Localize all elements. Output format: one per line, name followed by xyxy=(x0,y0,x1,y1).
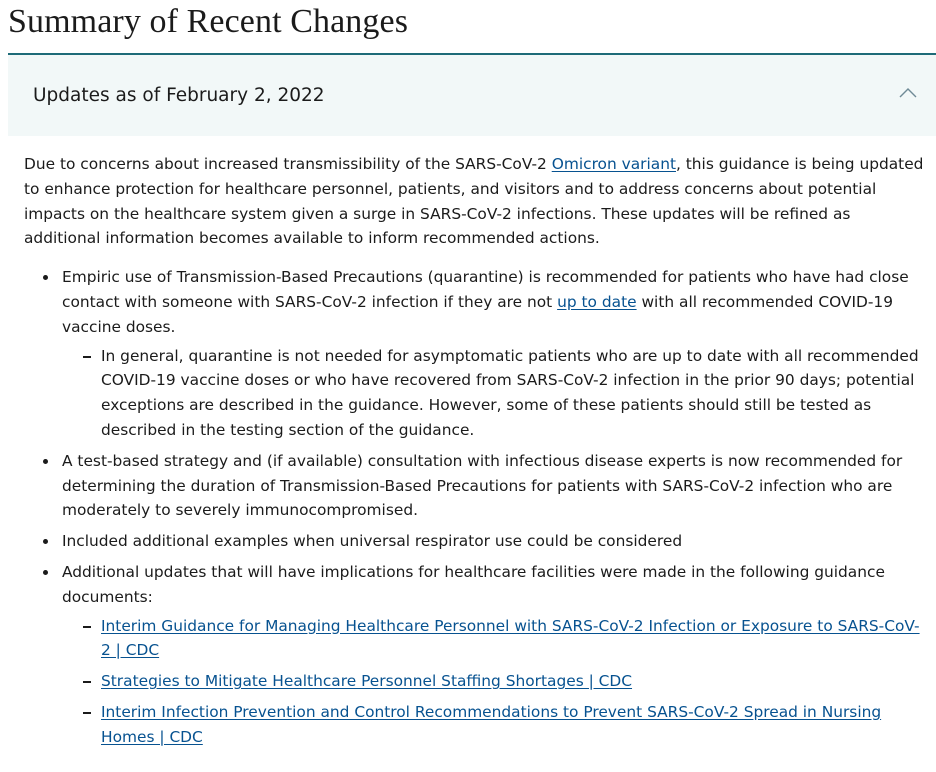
list-item-respirator-use: Included additional examples when universal respirator use could be considered xyxy=(24,529,924,554)
intro-text-after: , this guidance is being updated to enhance protection for healthcare personnel, patients, and visitors and to address concerns about potential impacts on the healthcare system given a surge in SARS-CoV-2 infections. These updates will be refined as additional information becomes available to inform recommended actions. xyxy=(24,155,924,248)
accordion-header-updates[interactable] xyxy=(8,55,936,136)
list-item-test-based-strategy: A test-based strategy and (if available) consultation with infectious disease experts is now recommended for determining the duration of Transmission-Based Precautions for patients with SARS-CoV-2 infection who are moderately to severely immunocompromised. xyxy=(24,449,924,523)
bullet-text-before: Empiric use of Transmission-Based Precautions (quarantine) is recommended for patients who have had close contact with someone with SARS-CoV-2 infection if they are not xyxy=(62,268,909,311)
intro-text-before: Due to concerns about increased transmissibility of the SARS-CoV-2 xyxy=(24,155,552,173)
managing-hcp-guidance-link[interactable]: Interim Guidance for Managing Healthcare Personnel with SARS-CoV-2 Infection or Exposure to SARS-CoV-2 | CDC xyxy=(101,616,920,660)
page-title: Summary of Recent Changes xyxy=(8,3,409,40)
up-to-date-link[interactable]: up to date xyxy=(557,292,637,311)
staffing-shortages-link[interactable]: Strategies to Mitigate Healthcare Personnel Staffing Shortages | CDC xyxy=(101,672,633,691)
intro-paragraph xyxy=(24,152,924,251)
list-item-additional-updates xyxy=(24,560,924,750)
accordion-content xyxy=(24,152,924,756)
accordion-title: Updates as of February 2, 2022 xyxy=(33,85,325,106)
sub-list-item-link xyxy=(62,614,924,664)
chevron-up-icon[interactable] xyxy=(898,83,918,103)
updates-list xyxy=(24,265,924,749)
bullet-text: Additional updates that will have implications for healthcare facilities were made in the following guidance documents: xyxy=(62,562,885,606)
nursing-homes-guidance-link[interactable]: Interim Infection Prevention and Control Recommendations to Prevent SARS-CoV-2 Spread in Nursing Homes | CDC xyxy=(101,702,882,746)
sub-list-item-link xyxy=(62,700,924,750)
bullet-text-after: with all recommended COVID-19 vaccine doses. xyxy=(62,292,893,336)
list-item-quarantine xyxy=(24,265,924,443)
sub-list-quarantine xyxy=(62,344,924,443)
sub-list-guidance-documents xyxy=(62,614,924,750)
sub-list-item-link xyxy=(62,669,924,694)
sub-list-item-quarantine-exception: In general, quarantine is not needed for asymptomatic patients who are up to date with all recommended COVID-19 vaccine doses or who have recovered from SARS-CoV-2 infection in the prior 90 days; potential exceptions are described in the guidance. However, some of these patients should still be tested as described in the testing section of the guidance. xyxy=(62,344,924,443)
omicron-variant-link[interactable]: Omicron variant xyxy=(551,155,676,173)
